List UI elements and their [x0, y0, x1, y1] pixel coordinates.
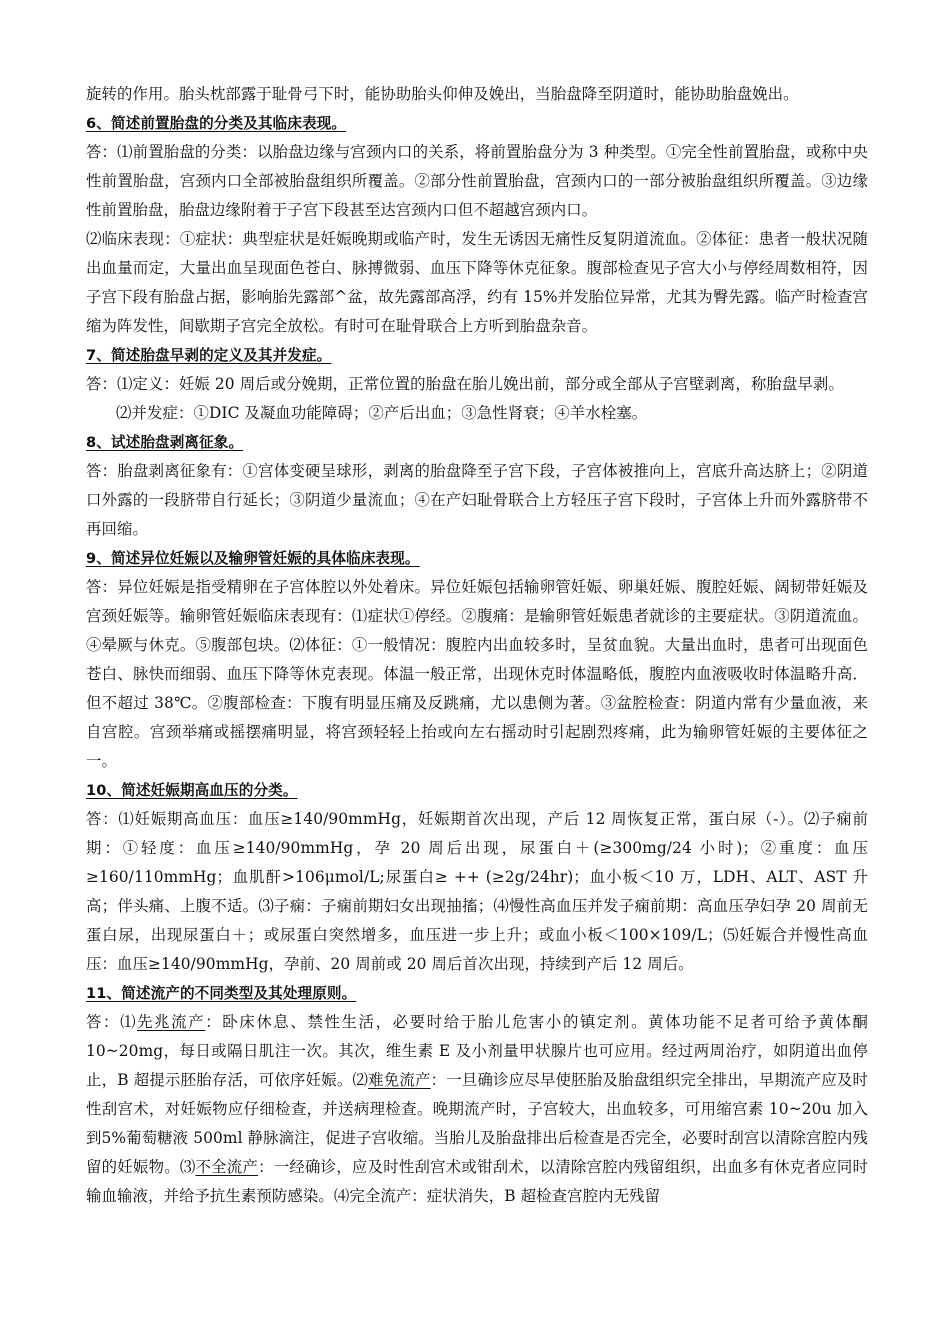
answer-paragraph: 答：⑴定义：妊娠 20 周后或分娩期，正常位置的胎盘在胎儿娩出前，部分或全部从子宫壁剥离，称胎盘早剥。 — [86, 375, 844, 393]
answer-paragraph: 答：胎盘剥离征象有：①宫体变硬呈球形，剥离的胎盘降至子宫下段，子宫体被推向上，宫底升高达脐上；②阴道口外露的一段脐带自行延长；③阴道少量流血；④在产妇耻骨联合上方轻压子宫下段时，子宫体上升而外露脐带不再回缩。 — [86, 462, 868, 538]
question-heading-8: 8、试述胎盘剥离征象。 — [86, 434, 244, 451]
answer-paragraph: 答：⑴前置胎盘的分类：以胎盘边缘与宫颈内口的关系，将前置胎盘分为 3 种类型。①完全性前置胎盘，或称中央性前置胎盘，宫颈内口全部被胎盘组织所覆盖。②部分性前置胎盘，宫颈内口的一部分被胎盘组织所覆盖。③边缘性前置胎盘，胎盘边缘附着于子宫下段甚至达宫颈内口但不超越宫颈内口。 — [86, 143, 868, 219]
term-threatened-abortion: 先兆流产 — [137, 1013, 206, 1031]
answer-paragraph-abortion-types — [86, 1008, 868, 1211]
term-incomplete-abortion: 不全流产 — [195, 1158, 259, 1176]
document-page — [86, 80, 868, 1211]
answer-paragraph: ⑵临床表现：①症状：典型症状是妊娠晚期或临产时，发生无诱因无痛性反复阴道流血。②体征：患者一般状况随出血量而定，大量出血呈现面色苍白、脉搏微弱、血压下降等休克征象。腹部检查见子宫大小与停经周数相符，因子宫下段有胎盘占据，影响胎先露部^盆，故先露部高浮，约有 15%并发胎位异常，尤其为臀先露。临产时检查宫缩为阵发性，间歇期子宫完全放松。有时可在耻骨联合上方听到胎盘杂音。 — [86, 230, 868, 335]
paragraph: 旋转的作用。胎头枕部露于耻骨弓下时，能协助胎头仰伸及娩出，当胎盘降至阴道时，能协助胎盘娩出。 — [86, 85, 799, 103]
question-heading-11: 11、简述流产的不同类型及其处理原则。 — [86, 985, 357, 1002]
text-run: ：一旦确诊应尽早使胚胎及胎盘组织完全排出，早期流产应及时性刮宫术，对妊娠物应仔细检查，并送病理检查。晚期流产时，子宫较大，出血较多，可用缩宫素 10~20u 加入到5%葡萄糖液 500ml 静脉滴注，促进子宫收缩。当胎儿及胎盘排出后检查是否完全，必要时刮宫以清除宫腔内残留的妊娠物。⑶ — [86, 1071, 868, 1176]
term-inevitable-abortion: 难免流产 — [368, 1071, 431, 1089]
question-heading-6: 6、简述前置胎盘的分类及其临床表现。 — [86, 115, 347, 132]
answer-paragraph: 答：异位妊娠是指受精卵在子宫体腔以外处着床。异位妊娠包括输卵管妊娠、卵巢妊娠、腹腔妊娠、阔韧带妊娠及宫颈妊娠等。输卵管妊娠临床表现有：⑴症状①停经。②腹痛：是输卵管妊娠患者就诊的主要症状。③阴道流血。④晕厥与休克。⑤腹部包块。⑵体征：①一般情况：腹腔内出血较多时，呈贫血貌。大量出血时，患者可出现面色苍白、脉快而细弱、血压下降等休克表现。体温一般正常，出现休克时体温略低，腹腔内血液吸收时体温略升高．但不超过 38℃。②腹部检查：下腹有明显压痛及反跳痛，尤以患侧为著。③盆腔检查：阴道内常有少量血液，来自宫腔。宫颈举痛或摇摆痛明显，将宫颈轻轻上抬或向左右摇动时引起剧烈疼痛，此为输卵管妊娠的主要体征之一。 — [86, 578, 868, 770]
question-heading-7: 7、简述胎盘早剥的定义及其并发症。 — [86, 347, 332, 364]
text-run: ：卧床休息、禁性生活，必要时给于胎儿危害小的镇定剂。黄体功能不足者可给予黄体酮 10~20mg，每日或隔日肌注一次。其次，维生素 E 及小剂量甲状腺片也可应用。经过两周治疗，如阴道出血停止，B 超提示胚胎存活，可依序妊娠。⑵ — [86, 1013, 868, 1089]
text-run: 答：⑴ — [86, 1013, 138, 1031]
question-heading-9: 9、简述异位妊娠以及输卵管妊娠的具体临床表现。 — [86, 550, 420, 567]
text-run: ：一经确诊，应及时性刮宫术或钳刮术，以清除宫腔内残留组织，出血多有休克者应同时输血输液，并给予抗生素预防感染。⑷完全流产：症状消失，B 超检查宫腔内无残留 — [86, 1158, 868, 1205]
question-heading-10: 10、简述妊娠期高血压的分类。 — [86, 782, 298, 799]
answer-paragraph-indented: ⑵并发症：①DIC 及凝血功能障碍；②产后出血；③急性肾衰；④羊水栓塞。 — [116, 404, 648, 422]
answer-paragraph: 答：⑴妊娠期高血压：血压≥140/90mmHg，妊娠期首次出现，产后 12 周恢复正常，蛋白尿（-）。⑵子痫前期：①轻度：血压≥140/90mmHg，孕 20 周后出现，尿蛋白＋(≥300mg/24 小时)；②重度：血压≥160/110mmHg；血肌酐>106μmol/L;尿蛋白≥ ++ (≥2g/24hr)；血小板＜10 万，LDH、ALT、AST 升高；伴头痛、上腹不适。⑶子痫：子痫前期妇女出现抽搐；⑷慢性高血压并发子痫前期：高血压孕妇孕 20 周前无蛋白尿，出现尿蛋白＋；或尿蛋白突然增多，血压进一步上升；或血小板＜100×109/L；⑸妊娠合并慢性高血压：血压≥140/90mmHg，孕前、20 周前或 20 周后首次出现，持续到产后 12 周后。 — [86, 810, 868, 973]
